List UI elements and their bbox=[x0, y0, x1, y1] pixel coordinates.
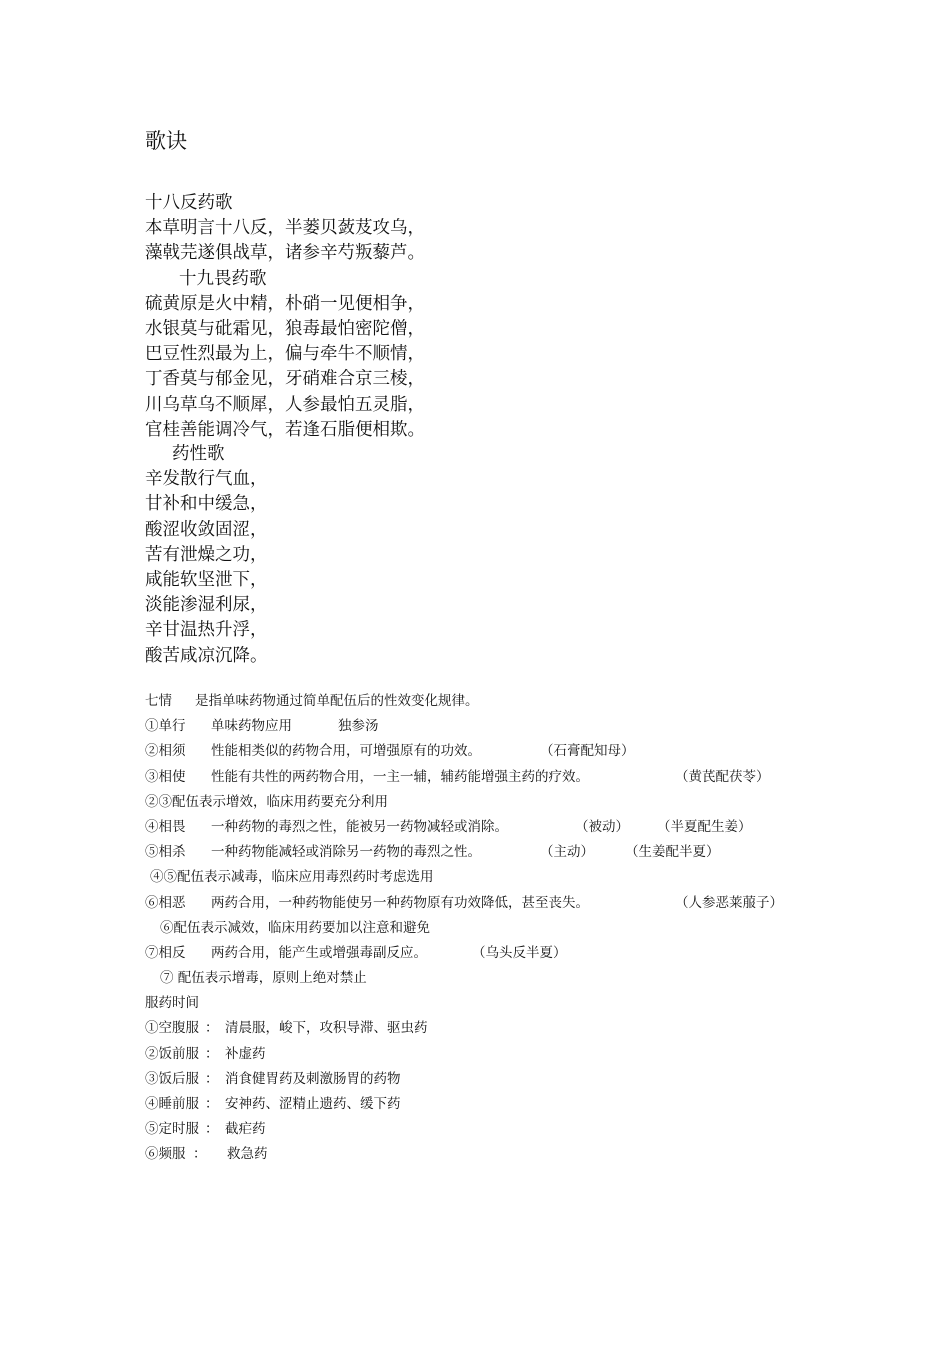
item-desc: 一种药物能减轻或消除另一药物的毒烈之性。 bbox=[211, 844, 481, 861]
shiba-fan-heading: 十八反药歌 bbox=[145, 193, 233, 213]
item-example: （乌头反半夏） bbox=[472, 944, 567, 961]
item-desc: 截疟药 bbox=[225, 1121, 266, 1138]
shiba-fan-section bbox=[145, 191, 425, 443]
item-sep: ： bbox=[205, 1045, 219, 1062]
item-name: ③相使 bbox=[145, 768, 186, 785]
item-example: （石膏配知母） bbox=[540, 743, 635, 760]
yaoxing-line: 苦有泄燥之功， bbox=[145, 544, 268, 565]
item-mode: （被动） bbox=[575, 818, 629, 835]
item-desc: 两药合用，一种药物能使另一种药物原有功效降低，甚至丧失。 bbox=[211, 894, 589, 911]
item-desc: 消食健胃药及刺激肠胃的药物 bbox=[225, 1070, 401, 1087]
item-sep: ： bbox=[205, 1096, 219, 1112]
item-name: ⑥频服 bbox=[145, 1146, 186, 1163]
yaoxing-line: 辛发散行气血， bbox=[145, 469, 268, 490]
shijiu-wei-line: 川乌草乌不顺犀，人参最怕五灵脂， bbox=[145, 394, 425, 415]
yaoxing-line: 甘补和中缓急， bbox=[145, 494, 268, 515]
item-name: ②饭前服 bbox=[145, 1045, 199, 1062]
item-desc: 一种药物的毒烈之性，能被另一药物减轻或消除。 bbox=[211, 818, 508, 835]
item-name: ⑦相反 bbox=[145, 944, 186, 961]
item-name: ⑤定时服 bbox=[145, 1121, 199, 1138]
item-desc: 补虚药 bbox=[225, 1045, 266, 1062]
item-name: ①空腹服 bbox=[145, 1020, 199, 1037]
item-sep: ： bbox=[205, 1070, 219, 1087]
item-sep: ： bbox=[205, 1020, 219, 1037]
item-example: （生姜配半夏） bbox=[625, 844, 720, 861]
item-name: ④睡前服 bbox=[145, 1096, 199, 1112]
shijiu-wei-line: 丁香莫与郁金见，牙硝难合京三棱， bbox=[145, 369, 425, 390]
shijiu-wei-line: 官桂善能调冷气，若逢石脂便相欺。 bbox=[145, 419, 425, 440]
item-example: （人参恶莱菔子） bbox=[675, 894, 783, 911]
item-name: ⑤相杀 bbox=[145, 844, 186, 861]
item-desc: 安神药、涩精止遗药、缓下药 bbox=[225, 1096, 401, 1112]
qiqing-definition: 是指单味药物通过简单配伍后的性效变化规律。 bbox=[195, 693, 479, 709]
document-page: 歌诀 十八反药歌 本草明言十八反，半蒌贝蔹芨攻乌， 藻戟芫遂俱战草，诸参辛芍叛藜芦。 十九畏药歌 硫黄原是火中精，朴硝一见便相争， 水银莫与砒霜见，狼毒最怕密陀僧， 巴豆性烈最为上，偏与牵牛不顺情， 丁香莫与郁金见，牙硝难合京三棱， 川乌草乌不顺犀，人参最怕五灵脂， 官桂善能调冷气，若逢石脂便相欺。 药性歌 辛发散行气血， 甘补和中缓急， 酸涩收敛固涩， 苦有泄燥之功， 咸能软坚泄下， 淡能渗湿利尿， 辛甘温热升浮， 酸苦咸凉沉降。 七情 是指单味药物通过简单配伍后的性效变化规律。 ①单行 单味药物应用 独参汤 ②相须 性能相类似的药物合用，可增强原有的功效。 （石膏配知母） ③相使 性能有共性的两药物合用，一主一辅，辅药能增强主药的疗效。 （黄芪配茯苓） ②③配伍表示增效，临床用药要充分利用 ④相畏 一种药物的毒烈之性，能被另一药物减轻或消除。 （被动） （半夏配生姜） ⑤相杀 一种药物能减轻或消除另一药物的毒烈之性。 （主动） （生姜配半夏） ④⑤配伍表示减毒，临床应用毒烈药时考虑选用 ⑥相恶 两药合用，一种药物能使另一种药物原有功效降低，甚至丧失。 （人参恶莱菔子） ⑥配伍表示减效，临床用药要加以注意和避免 ⑦相反 两药合用，能产生或增强毒副反应。 （乌头反半夏） ⑦ 配伍表示增毒，原则上绝对禁止 服药时间 ①空腹服 ： 清晨服，峻下，攻积导滞、驱虫药 ②饭前服 ： 补虚药 ③饭后服 ： 消食健胃药及刺激肠胃的药物 ④睡前服 ： 安神药、涩精止遗药、缓下药 ⑤定时服 ： 截疟药 ⑥频服 ： 救急药 bbox=[145, 0, 925, 1345]
item-example: 独参汤 bbox=[338, 718, 379, 735]
item-name: ②相须 bbox=[145, 743, 186, 760]
yaoxing-section bbox=[145, 442, 268, 669]
item-mode: （主动） bbox=[540, 844, 594, 861]
qiqing-label: 七情 bbox=[145, 693, 172, 709]
shijiu-wei-line: 巴豆性烈最为上，偏与牵牛不顺情， bbox=[145, 344, 425, 365]
item-name: ①单行 bbox=[145, 718, 186, 735]
item-sep: ： bbox=[205, 1121, 219, 1138]
item-name: ③饭后服 bbox=[145, 1070, 199, 1087]
yaoxing-heading: 药性歌 bbox=[172, 444, 225, 464]
item-example: （黄芪配茯苓） bbox=[675, 768, 770, 785]
item-example: （半夏配生姜） bbox=[657, 818, 752, 835]
page-title: 歌诀 bbox=[145, 129, 187, 153]
item-desc: 单味药物应用 bbox=[211, 718, 292, 735]
item-name: ⑥相恶 bbox=[145, 894, 186, 911]
item-desc: 救急药 bbox=[227, 1146, 268, 1163]
item-sep: ： bbox=[193, 1146, 207, 1163]
item-desc: 两药合用，能产生或增强毒副反应。 bbox=[211, 944, 427, 961]
shiba-fan-line: 本草明言十八反，半蒌贝蔹芨攻乌， bbox=[145, 218, 425, 239]
yaoxing-line: 酸涩收敛固涩， bbox=[145, 519, 268, 540]
shiba-fan-line: 藻戟芫遂俱战草，诸参辛芍叛藜芦。 bbox=[145, 243, 425, 264]
shijiu-wei-line: 硫黄原是火中精，朴硝一见便相争， bbox=[145, 293, 425, 314]
yaoxing-line: 咸能软坚泄下， bbox=[145, 569, 268, 590]
yaoxing-line: 淡能渗湿利尿， bbox=[145, 595, 268, 616]
item-desc: 性能相类似的药物合用，可增强原有的功效。 bbox=[211, 743, 481, 760]
yaoxing-line: 酸苦咸凉沉降。 bbox=[145, 645, 268, 666]
item-desc: 清晨服，峻下，攻积导滞、驱虫药 bbox=[225, 1020, 428, 1037]
shijiu-wei-heading: 十九畏药歌 bbox=[179, 268, 267, 289]
item-name: ④相畏 bbox=[145, 818, 186, 835]
yaoxing-line: 辛甘温热升浮， bbox=[145, 620, 268, 641]
shijiu-wei-line: 水银莫与砒霜见，狼毒最怕密陀僧， bbox=[145, 318, 425, 339]
item-desc: 性能有共性的两药物合用，一主一辅，辅药能增强主药的疗效。 bbox=[211, 768, 589, 785]
